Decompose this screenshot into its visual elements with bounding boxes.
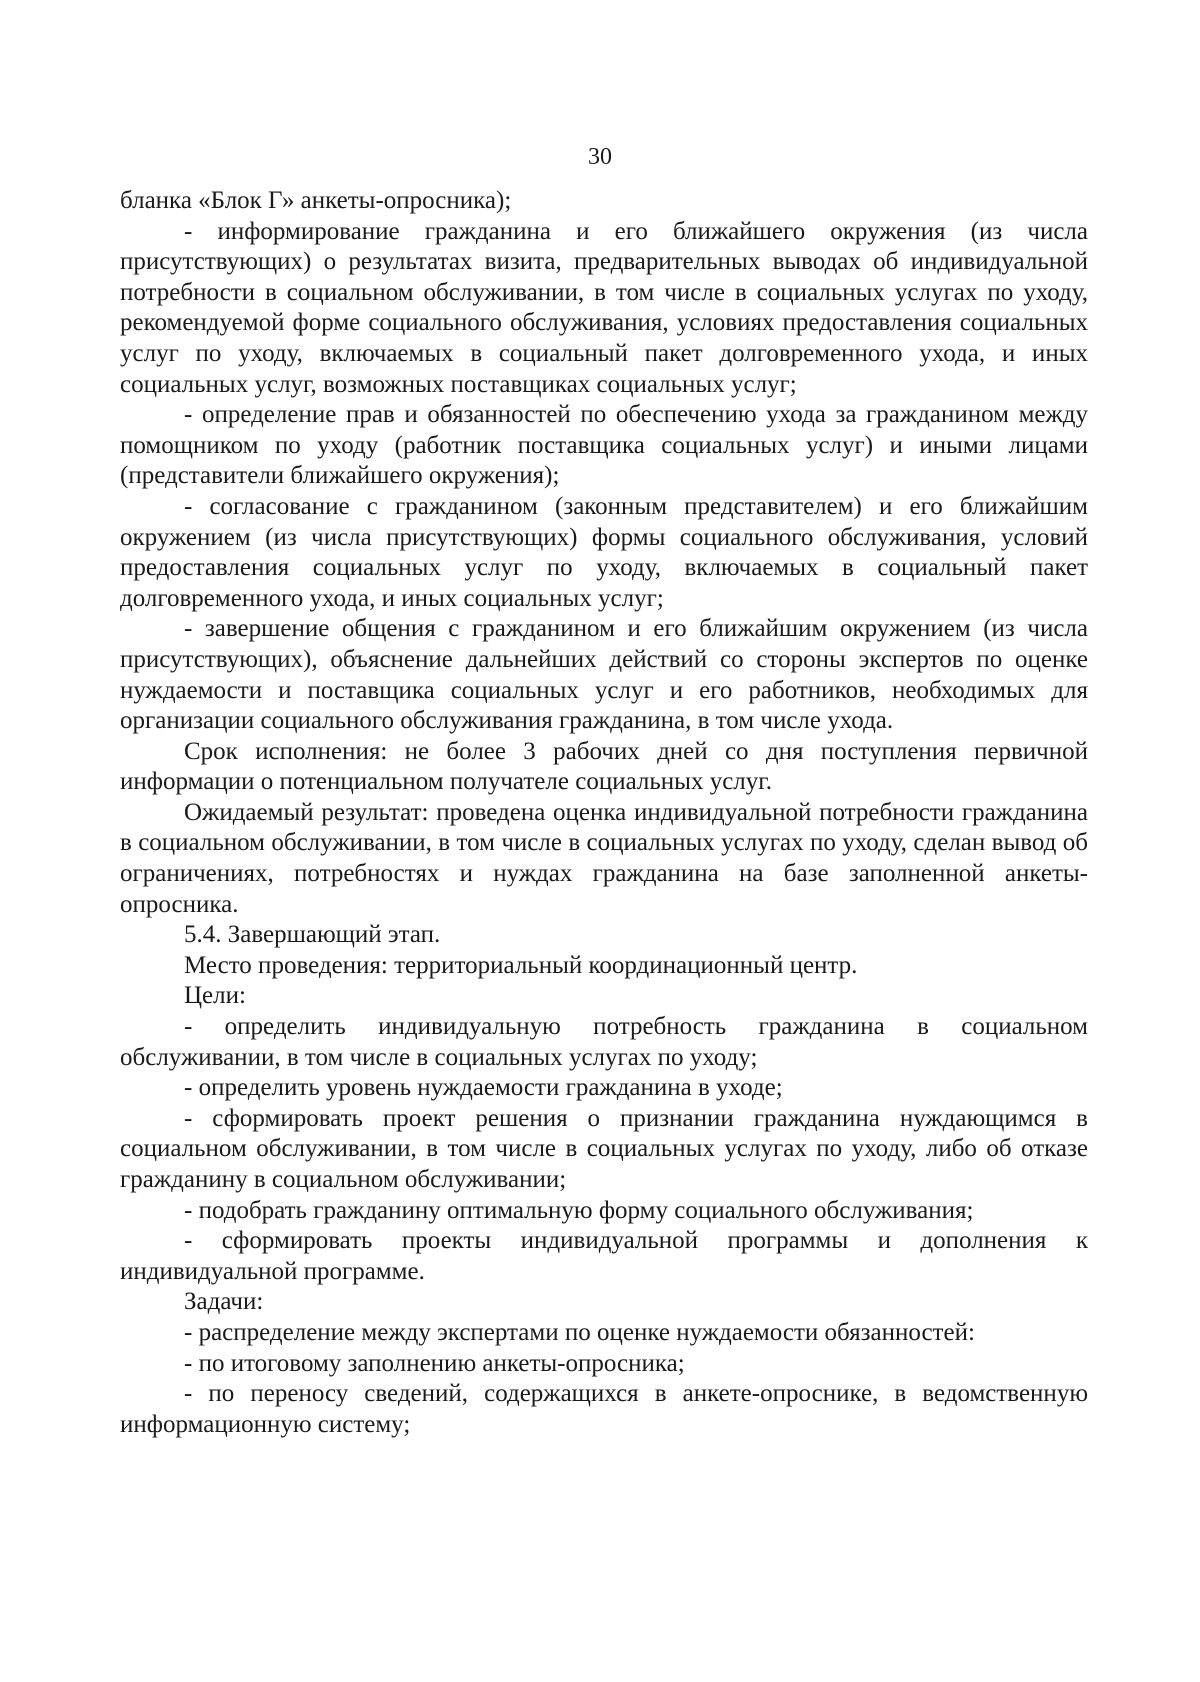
- document-body: [120, 186, 1088, 1440]
- paragraph: бланка «Блок Г» анкеты-опросника);: [120, 187, 512, 214]
- paragraph: Ожидаемый результат: проведена оценка индивидуальной потребности гражданина в социальном обслуживании, в том числе в социальных услугах по уходу, сделан вывод об ограничениях, потребностях и нуждах гражданина на базе заполненной анкеты-опросника.: [120, 798, 1088, 918]
- paragraph: Задачи:: [184, 1288, 264, 1316]
- paragraph: Место проведения: территориальный координационный центр.: [184, 951, 858, 979]
- section-heading: 5.4. Завершающий этап.: [184, 921, 441, 949]
- list-item: - сформировать проект решения о признании гражданина нуждающимся в социальном обслуживании, в том числе в социальных услугах по уходу, либо об отказе гражданину в социальном обслуживании;: [120, 1104, 1088, 1193]
- paragraph: - информирование гражданина и его ближайшего окружения (из числа присутствующих) о результатах визита, предварительных выводах об индивидуальной потребности в социальном обслуживании, в том числе в социальных услугах по уходу, рекомендуемой форме социального обслуживания, условиях предоставления социальных услуг по уходу, включаемых в социальный пакет долговременного ухода, и иных социальных услуг, возможных поставщиках социальных услуг;: [120, 217, 1088, 398]
- list-item: - определить индивидуальную потребность гражданина в социальном обслуживании, в том числе в социальных услугах по уходу;: [120, 1013, 1088, 1071]
- list-item: - распределение между экспертами по оценке нуждаемости обязанностей:: [184, 1318, 975, 1346]
- page-number: 30: [588, 144, 612, 170]
- paragraph: - определение прав и обязанностей по обеспечению ухода за гражданином между помощником по уходу (работник поставщика социальных услуг) и иными лицами (представители ближайшего окружения);: [120, 401, 1088, 490]
- list-item: - подобрать гражданину оптимальную форму социального обслуживания;: [184, 1196, 974, 1224]
- list-item: - сформировать проекты индивидуальной программы и дополнения к индивидуальной программе.: [120, 1227, 1088, 1285]
- paragraph: - согласование с гражданином (законным представителем) и его ближайшим окружением (из числа присутствующих) формы социального обслуживания, условий предоставления социальных услуг по уходу, включаемых в социальный пакет долговременного ухода, и иных социальных услуг;: [120, 492, 1088, 612]
- paragraph: Срок исполнения: не более 3 рабочих дней со дня поступления первичной информации о потенциальном получателе социальных услуг.: [120, 737, 1088, 796]
- list-item: - по итоговому заполнению анкеты-опросника;: [184, 1349, 685, 1377]
- list-item: - определить уровень нуждаемости гражданина в уходе;: [184, 1074, 783, 1102]
- paragraph: - завершение общения с гражданином и его ближайшим окружением (из числа присутствующих), объяснение дальнейших действий со стороны экспертов по оценке нуждаемости и поставщика социальных услуг и его работников, необходимых для организации социального обслуживания гражданина, в том числе ухода.: [120, 615, 1088, 735]
- list-item: - по переносу сведений, содержащихся в анкете-опроснике, в ведомственную информационную систему;: [120, 1380, 1088, 1438]
- paragraph: Цели:: [184, 982, 246, 1010]
